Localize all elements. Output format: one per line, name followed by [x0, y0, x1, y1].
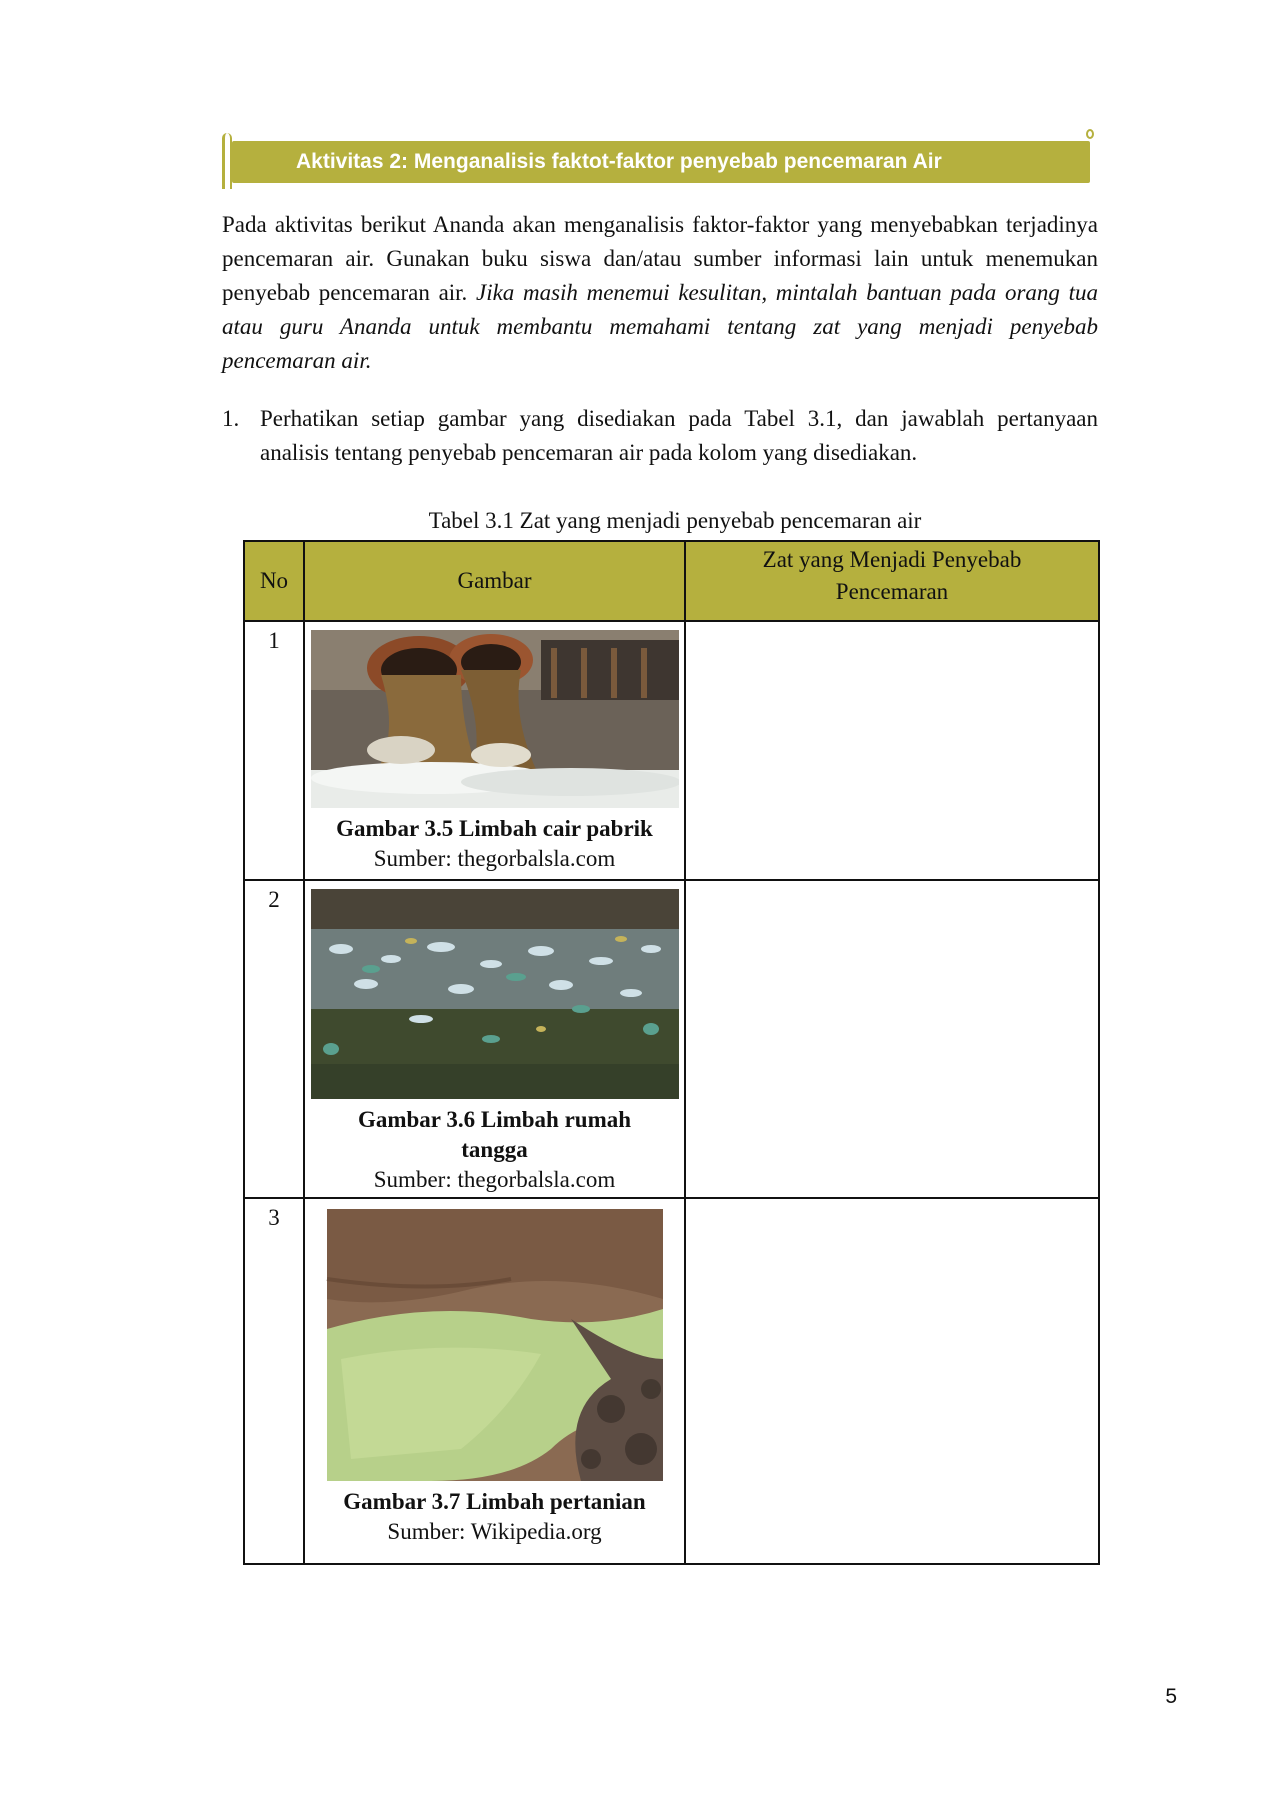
header-substance: Zat yang Menjadi Penyebab Pencemaran — [685, 541, 1099, 621]
figure-source: Sumber: thegorbalsla.com — [373, 1167, 616, 1192]
step-number: 1. — [222, 406, 240, 431]
factory-wastewater-image — [311, 630, 679, 808]
row-number: 2 — [244, 880, 304, 1198]
header-no: No — [244, 541, 304, 621]
figure-title: Gambar 3.7 Limbah pertanian — [343, 1489, 646, 1514]
image-cell — [304, 880, 685, 1198]
row-number: 3 — [244, 1198, 304, 1564]
figure-source: Sumber: thegorbalsla.com — [373, 846, 616, 871]
intro-italic-text: Jika masih menemui kesulitan, mintalah bantuan pada orang tua atau guru Ananda untuk membantu memahami tentang zat yang menjadi penyebab pencemaran air. — [222, 280, 1098, 373]
figure-title: Gambar 3.5 Limbah cair pabrik — [336, 816, 653, 841]
answer-cell[interactable] — [685, 621, 1099, 880]
intro-normal-text: Pada aktivitas berikut Ananda akan menganalisis faktor-faktor yang menyebabkan terjadinya pencemaran air. Gunakan buku siswa dan/atau sumber informasi lain untuk menemukan penyebab pencemaran air. — [222, 212, 1098, 305]
pollution-table — [243, 540, 1100, 1565]
step-text: Perhatikan setiap gambar yang disediakan pada Tabel 3.1, dan jawablah pertanyaan analisis tentang penyebab pencemaran air pada kolom yang disediakan. — [260, 406, 1098, 465]
table-row — [244, 621, 1099, 880]
table-row — [244, 880, 1099, 1198]
image-cell — [304, 621, 685, 880]
page-number: 5 — [1165, 1685, 1177, 1708]
answer-cell[interactable] — [685, 880, 1099, 1198]
image-cell — [304, 1198, 685, 1564]
header-image: Gambar — [304, 541, 685, 621]
activity-title: Aktivitas 2: Menganalisis faktot-faktor penyebab pencemaran Air — [296, 150, 942, 173]
activity-banner — [222, 133, 1092, 189]
answer-cell[interactable] — [685, 1198, 1099, 1564]
scroll-curl-right-icon — [1086, 129, 1094, 139]
scroll-curl-left-icon — [222, 133, 232, 189]
row-number: 1 — [244, 621, 304, 880]
figure-title: Gambar 3.6 Limbah rumah tangga — [357, 1107, 632, 1162]
intro-paragraph — [222, 208, 1098, 378]
table-row — [244, 1198, 1099, 1564]
table-header-row — [244, 541, 1099, 621]
figure-source: Sumber: Wikipedia.org — [387, 1519, 602, 1544]
instruction-step — [222, 402, 1098, 470]
household-waste-image — [311, 889, 679, 1099]
agricultural-waste-image — [311, 1209, 679, 1481]
table-caption: Tabel 3.1 Zat yang menjadi penyebab pencemaran air — [428, 508, 922, 533]
